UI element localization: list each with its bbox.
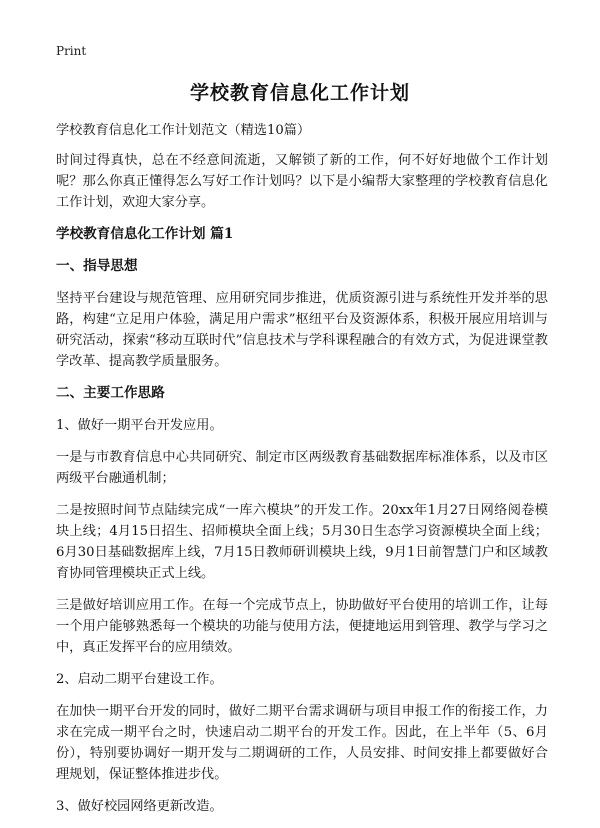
item1-heading: 1、做好一期平台开发应用。 xyxy=(56,418,223,433)
item2-heading: 2、启动二期平台建设工作。 xyxy=(56,672,223,687)
document-body xyxy=(56,120,548,828)
item3-heading: 3、做好校园网络更新改造。 xyxy=(56,799,223,814)
section1-paragraph: 坚持平台建设与规范管理、应用研究同步推进，优质资源引进与系统性开发并举的思路，构建“立足用户体验，满足用户需求”枢纽平台及资源体系，积极开展应用培训与研究活动，探索“移动互联时代”信息技术与学科课程融合的有效方式，为促进课堂教学改革、提高教学质量服务。 xyxy=(56,291,548,369)
print-label[interactable]: Print xyxy=(56,44,87,58)
item1-paragraph-2: 二是按照时间节点陆续完成“一库六模块”的开发工作。20xx年1月27日网络阅卷模块上线；4月15日招生、招师模块全面上线；5月30日生态学习资源模块全面上线；6月30日基础数据库上线，7月15日教师研训模块上线，9月1日前智慧门户和区域教育协同管理模块正式上线。 xyxy=(56,503,548,581)
item1-paragraph-3: 三是做好培训应用工作。在每一个完成节点上，协助做好平台使用的培训工作，让每一个用户能够熟悉每一个模块的功能与使用方法，便捷地运用到管理、教学与学习之中，真正发挥平台的应用绩效。 xyxy=(56,598,548,655)
section1-heading: 一、指导思想 xyxy=(56,258,138,274)
page-title: 学校教育信息化工作计划 xyxy=(189,82,410,104)
article-title: 学校教育信息化工作计划 篇1 xyxy=(56,226,234,242)
intro-paragraph: 时间过得真快，总在不经意间流逝，又解锁了新的工作，何不好好地做个工作计划呢？那么你真正懂得怎么写好工作计划吗？以下是小编帮大家整理的学校教育信息化工作计划，欢迎大家分享。 xyxy=(56,153,548,210)
section2-heading: 二、主要工作思路 xyxy=(56,385,165,401)
document-subtitle: 学校教育信息化工作计划范文（精选10篇） xyxy=(56,123,311,138)
item2-paragraph-1: 在加快一期平台开发的同时，做好二期平台需求调研与项目申报工作的衔接工作，力求在完成一期平台之时，快速启动二期平台的开发工作。因此，在上半年（5、6月份），特别要协调好一期开发与二期调研的工作，人员安排、时间安排上都要做好合理规划，保证整体推进步伐。 xyxy=(56,704,548,782)
item1-paragraph-1: 一是与市教育信息中心共同研究、制定市区两级教育基础数据库标准体系，以及市区两级平台融通机制； xyxy=(56,450,548,486)
